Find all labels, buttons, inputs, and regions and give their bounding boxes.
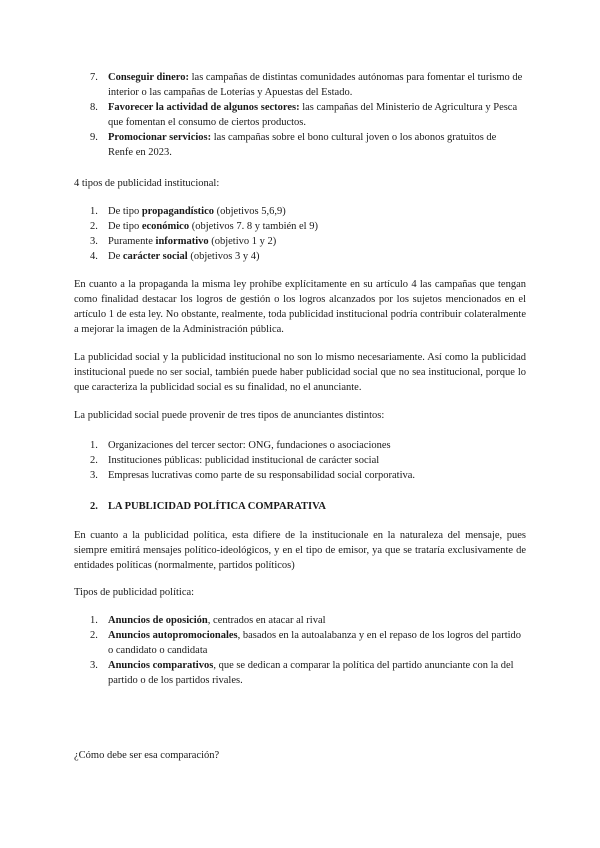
list-item (74, 100, 524, 130)
list-item-prefix: De tipo (108, 221, 142, 232)
list-item (74, 628, 524, 658)
list-item (74, 234, 524, 249)
list-item (74, 130, 524, 160)
list-item (74, 438, 524, 453)
list-item (74, 453, 524, 468)
list-number: 3. (90, 660, 98, 671)
list-item-text: (objetivos 5,6,9) (214, 206, 286, 217)
paragraph-politica: En cuanto a la publicidad política, esta difiere de la institucionale en la naturaleza del mensaje, pues siempre emitirá mensajes político-ideológicos, y en el tipo de emisor, ya que se trataría exclusivamente de entidades políticas (normalmente, partidos políticos) (74, 530, 526, 571)
list-item-title: Anuncios de oposición (108, 615, 208, 626)
list-item-prefix: De (108, 251, 123, 262)
list-item (74, 249, 524, 264)
list-item-text: , que se dedican a comparar la política del partido anunciante con la del partido o de los partidos rivales. (108, 660, 514, 686)
list-item (74, 70, 524, 100)
closing-question: ¿Cómo debe ser esa comparación? (74, 750, 220, 761)
list-item-text: (objetivo 1 y 2) (208, 236, 277, 247)
political-types-list (74, 613, 524, 688)
list-item-text: las campañas de distintas comunidades autónomas para fomentar el turismo de interior o las campañas de Loterías y Apuestas del Estado. (108, 72, 523, 98)
paragraph-social: La publicidad social y la publicidad institucional no son lo mismo necesariamente. Así como la publicidad institucional puede no ser social, también puede haber publicidad social que no sea institucional, porque lo que caracteriza la publicidad social es su finalidad, no el anunciante. (74, 352, 526, 393)
list-item-text: las campañas sobre el bono cultural joven o los abonos gratuitos de Renfe en 2023. (108, 132, 497, 158)
list-number: 1. (90, 615, 98, 626)
list-number: 2. (90, 221, 98, 232)
list-number: 8. (90, 102, 98, 113)
list-item-title: carácter social (122, 251, 188, 262)
objectives-list (74, 70, 524, 160)
list-item-prefix: De tipo (108, 206, 142, 217)
advertisers-intro: La publicidad social puede provenir de tres tipos de anunciantes distintos: (74, 410, 385, 421)
list-item-text: (objetivos 7. 8 y también el 9) (189, 221, 318, 232)
list-item (74, 204, 524, 219)
list-item-title: propagandístico (141, 206, 214, 217)
section-heading (90, 499, 326, 514)
political-intro: Tipos de publicidad política: (74, 587, 195, 598)
types-list (74, 204, 524, 264)
list-item-title: informativo (155, 236, 209, 247)
list-item-title: Anuncios autopromocionales (108, 630, 238, 641)
list-item-title: Promocionar servicios: (108, 132, 212, 143)
list-item-text: , centrados en atacar al rival (207, 615, 326, 626)
section-title: LA PUBLICIDAD POLÍTICA COMPARATIVA (108, 501, 326, 512)
advertisers-list (74, 438, 524, 483)
list-number: 9. (90, 132, 98, 143)
list-item (74, 468, 524, 483)
list-number: 2. (90, 455, 98, 466)
list-item-text: Organizaciones del tercer sector: ONG, fundaciones o asociaciones (108, 440, 391, 451)
list-number: 1. (90, 206, 98, 217)
list-item-title: Favorecer la actividad de algunos sectores: (108, 102, 300, 113)
list-number: 1. (90, 440, 98, 451)
list-item-text: Empresas lucrativas como parte de su responsabilidad social corporativa. (108, 470, 416, 481)
list-number: 3. (90, 470, 98, 481)
list-number: 2. (90, 630, 98, 641)
list-item-text: , basados en la autoalabanza y en el repaso de los logros del partido o candidato o candidata (108, 630, 522, 656)
list-item (74, 219, 524, 234)
list-number: 3. (90, 236, 98, 247)
list-item-text: las campañas del Ministerio de Agricultura y Pesca que fomentan el consumo de ciertos productos. (108, 102, 518, 128)
list-item-title: Anuncios comparativos (108, 660, 214, 671)
list-item (74, 658, 524, 688)
paragraph-propaganda: En cuanto a la propaganda la misma ley prohíbe explícitamente en su artículo 4 las campañas que tengan como finalidad destacar los logros de gestión o los logros alcanzados por los sujetos mencionados en el artículo 1 de esta ley. No obstante, realmente, toda publicidad institucional podría contribuir colateralmente a mejorar la imagen de la Administración pública. (74, 279, 526, 335)
list-item-title: económico (141, 221, 190, 232)
list-item-text: (objetivos 3 y 4) (187, 251, 260, 262)
list-number: 4. (90, 251, 98, 262)
list-item-prefix: Puramente (108, 236, 156, 247)
types-intro: 4 tipos de publicidad institucional: (74, 178, 220, 189)
list-item-title: Conseguir dinero: (108, 72, 189, 83)
list-item-text: Instituciones públicas: publicidad institucional de carácter social (108, 455, 380, 466)
section-number: 2. (90, 501, 98, 512)
list-number: 7. (90, 72, 98, 83)
list-item (74, 613, 524, 628)
